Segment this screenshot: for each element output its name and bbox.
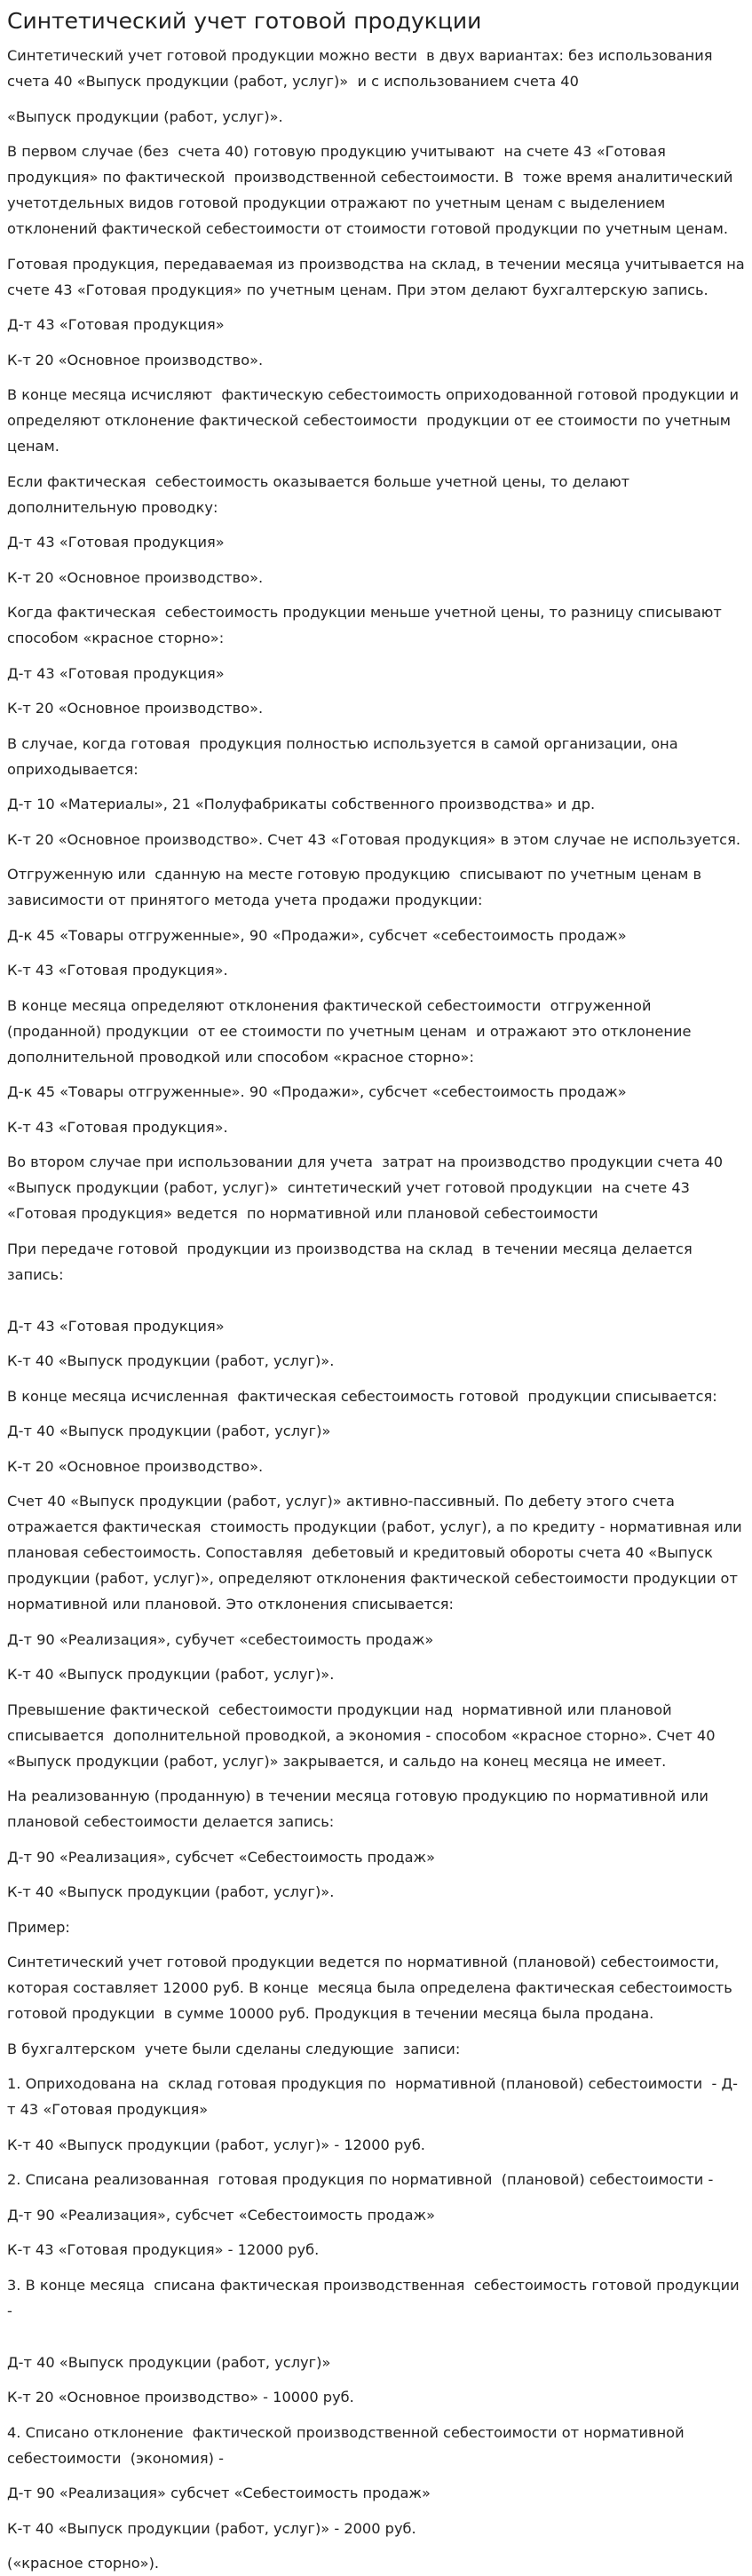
- paragraph: Д-к 45 «Товары отгруженные», 90 «Продажи», субсчет «себестоимость продаж»: [7, 926, 627, 944]
- paragraph: Д-т 43 «Готовая продукция»: [7, 534, 225, 551]
- paragraph: Д-т 43 «Готовая продукция»: [7, 316, 225, 333]
- paragraph: В конце месяца определяют отклонения фактической себестоимости отгруженной (проданной) продукции от ее стоимости по учетным ценам и отражают это отклонение дополнительной проводкой или способом «красное сторно»:: [7, 996, 696, 1066]
- paragraph: Д-т 43 «Готовая продукция»: [7, 664, 225, 682]
- paragraph: Превышение фактической себестоимости продукции над нормативной или плановой списывается дополнительной проводкой, а экономия - способом «красное сторно». Счет 40 «Выпуск продукции (работ, услуг)» закрывается, и сальдо на конец месяца не имеет.: [7, 1700, 720, 1770]
- paragraph: К-т 20 «Основное производство».: [7, 351, 264, 369]
- paragraph: На реализованную (проданную) в течении месяца готовую продукцию по нормативной или плановой себестоимости делается запись:: [7, 1787, 714, 1830]
- paragraph: К-т 20 «Основное производство» - 10000 руб.: [7, 2389, 354, 2406]
- paragraph: Синтетический учет готовой продукции ведется по нормативной (плановой) себестоимости, которая составляет 12000 руб. В конце месяца была определена фактическая себестоимость готовой продукции в сумме 10000 руб. Продукция в течении месяца была продана.: [7, 1954, 737, 2022]
- paragraph: К-т 40 «Выпуск продукции (работ, услуг)».: [7, 1352, 335, 1369]
- paragraph: 1. Оприходована на склад готовая продукция по нормативной (плановой) себестоимости - Д-т 43 «Готовая продукция»: [7, 2075, 738, 2118]
- paragraph: («красное сторно»).: [7, 2555, 160, 2572]
- paragraph: В конце месяца исчисленная фактическая себестоимость готовой продукции списывается:: [7, 1387, 717, 1405]
- paragraph: К-т 20 «Основное производство».: [7, 1457, 264, 1475]
- paragraph: В первом случае (без счета 40) готовую продукцию учитывают на счете 43 «Готовая продукция» по фактической производственной себестоимости. В тоже время аналитический учетотдельных видов готовой продукции отражают по учетным ценам с выделением отклонений фактической себестоимости от стоимости готовой продукции по учетным ценам.: [7, 143, 738, 237]
- paragraph: Д-т 40 «Выпуск продукции (работ, услуг)»: [7, 2353, 331, 2371]
- paragraph: К-т 40 «Выпуск продукции (работ, услуг)» - 12000 руб.: [7, 2136, 425, 2153]
- paragraph: Д-т 90 «Реализация», субучет «себестоимость продаж»: [7, 1630, 434, 1648]
- paragraph: В бухгалтерском учете были сделаны следующие записи:: [7, 2040, 461, 2057]
- paragraph: К-т 40 «Выпуск продукции (работ, услуг)» - 2000 руб.: [7, 2519, 416, 2537]
- paragraph: 2. Списана реализованная готовая продукция по нормативной (плановой) себестоимости -: [7, 2171, 714, 2188]
- paragraph: В случае, когда готовая продукция полностью используется в самой организации, она оприходывается:: [7, 734, 683, 778]
- paragraph: К-т 43 «Готовая продукция».: [7, 1118, 228, 1136]
- paragraph: Синтетический учет готовой продукции можно вести в двух вариантах: без использования счета 40 «Выпуск продукции (работ, услуг)» и с использованием счета 40: [7, 47, 717, 90]
- paragraph: К-т 43 «Готовая продукция».: [7, 962, 228, 979]
- article-body: [7, 43, 751, 2576]
- paragraph: При передаче готовой продукции из производства на склад в течении месяца делается запись:: [7, 1240, 697, 1283]
- paragraph: Отгруженную или сданную на месте готовую продукцию списывают по учетным ценам в зависимости от принятого метода учета продажи продукции:: [7, 866, 707, 908]
- paragraph: К-т 43 «Готовая продукция» - 12000 руб.: [7, 2241, 320, 2258]
- paragraph: Готовая продукция, передаваемая из производства на склад, в течении месяца учитывается на счете 43 «Готовая продукция» по учетным ценам. При этом делают бухгалтерскую запись.: [7, 255, 749, 298]
- paragraph: Если фактическая себестоимость оказывается больше учетной цены, то делают дополнительную проводку:: [7, 472, 635, 516]
- paragraph: Д-т 43 «Готовая продукция»: [7, 1317, 225, 1335]
- paragraph: 4. Списано отклонение фактической производственной себестоимости от нормативной себестоимости (экономия) -: [7, 2423, 689, 2467]
- paragraph: К-т 20 «Основное производство».: [7, 700, 264, 717]
- paragraph: 3. В конце месяца списана фактическая производственная себестоимость готовой продукции -: [7, 2276, 748, 2319]
- paragraph: Д-к 45 «Товары отгруженные». 90 «Продажи», субсчет «себестоимость продаж»: [7, 1083, 627, 1100]
- paragraph: Во втором случае при использовании для учета затрат на производство продукции счета 40 «Выпуск продукции (работ, услуг)» синтетический учет готовой продукции на счете 43 «Готовая продукция» ведется по нормативной или плановой себестоимости: [7, 1153, 728, 1222]
- paragraph: К-т 40 «Выпуск продукции (работ, услуг)».: [7, 1883, 335, 1900]
- page-title: Синтетический учет готовой продукции: [7, 8, 482, 34]
- paragraph: В конце месяца исчисляют фактическую себестоимость оприходованной готовой продукции и определяют отклонение фактической себестоимости продукции от ее стоимости по учетным ценам.: [7, 386, 744, 455]
- paragraph: К-т 40 «Выпуск продукции (работ, услуг)».: [7, 1666, 335, 1683]
- paragraph: Д-т 90 «Реализация», субсчет «Себестоимость продаж»: [7, 2206, 436, 2223]
- paragraph: Д-т 40 «Выпуск продукции (работ, услуг)»: [7, 1423, 331, 1439]
- paragraph: Пример:: [7, 1918, 70, 1936]
- paragraph: Счет 40 «Выпуск продукции (работ, услуг)» активно-пассивный. По дебету этого счета отражается фактическая стоимость продукции (работ, услуг), а по кредиту - нормативная или плановая себестоимость. Сопоставляя дебетовый и кредитовый обороты счета 40 «Выпуск продукции (работ, услуг)», определяют отклонения фактической себестоимости продукции от нормативной или плановой. Это отклонения списывается:: [7, 1493, 751, 1613]
- paragraph: Д-т 10 «Материалы», 21 «Полуфабрикаты собственного производства» и др.: [7, 796, 596, 812]
- paragraph: Д-т 90 «Реализация», субсчет «Себестоимость продаж»: [7, 1848, 436, 1866]
- paragraph: Когда фактическая себестоимость продукции меньше учетной цены, то разницу списывают способом «красное сторно»:: [7, 604, 727, 646]
- paragraph: К-т 20 «Основное производство».: [7, 568, 264, 586]
- paragraph: К-т 20 «Основное производство». Счет 43 «Готовая продукция» в этом случае не используется.: [7, 830, 740, 848]
- paragraph: «Выпуск продукции (работ, услуг)».: [7, 107, 283, 125]
- paragraph: Д-т 90 «Реализация» субсчет «Себестоимость продаж»: [7, 2485, 431, 2501]
